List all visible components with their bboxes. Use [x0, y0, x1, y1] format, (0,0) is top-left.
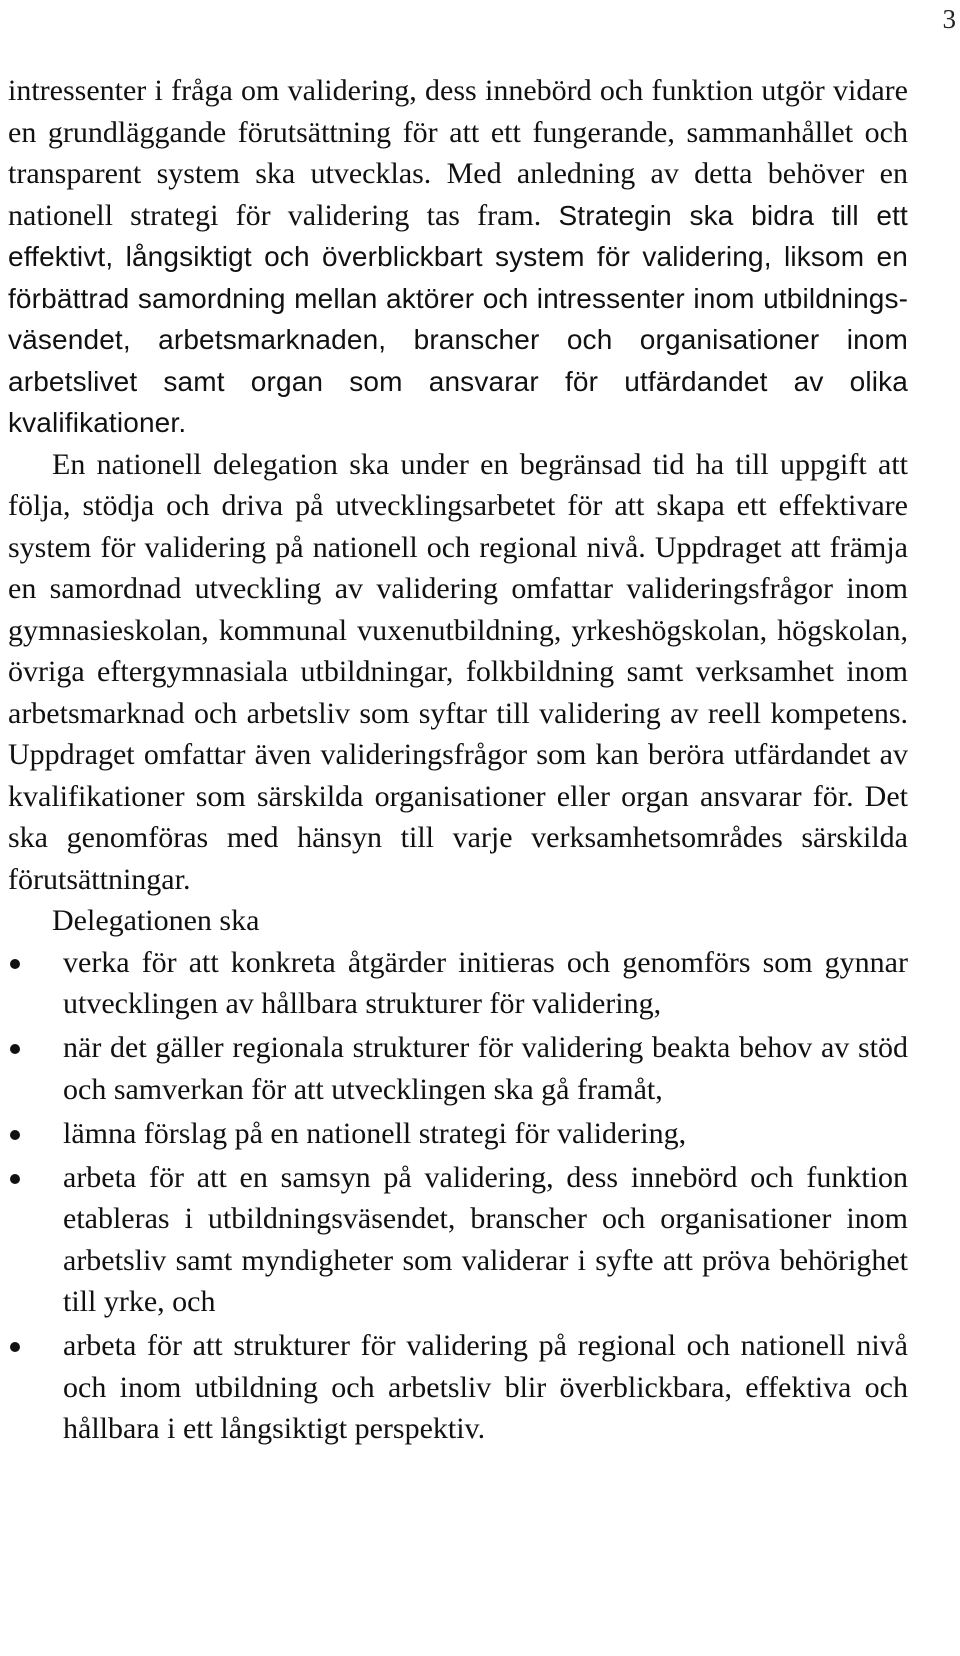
bullet-dot-icon [10, 1130, 20, 1140]
paragraph-delegation: En nationell delegation ska under en begränsad tid ha till uppgift att följa, stödja och driva på utvecklingsarbetet för att skapa ett effektivare system för validering på nationell och regional nivå. Uppdraget att främja en samordnad utveckling av validering omfattar valideringsfrågor inom gymnasieskolan, kommunal vuxenutbildning, yrkeshögskolan, högskolan, övriga eftergymnasiala utbildningar, folkbildning samt verksamhet inom arbetsmarknad och arbetsliv som syftar till validering av reell kompetens. Uppdraget omfattar även valideringsfrågor som kan beröra utfärdandet av kvalifikationer som särskilda organisationer eller organ ansvarar för. Det ska genomföras med hänsyn till varje verksamhetsområdes särskilda förutsättningar. [8, 447, 908, 896]
page-number: 3 [942, 4, 956, 34]
list-item [8, 1325, 908, 1450]
list-item [8, 1113, 908, 1155]
paragraph-strategy-sans-text: Strategin ska bidra till ett effektivt, långsiktigt och överblickbart system för validering, liksom en förbättrad samordning mellan aktörer och intressenter inom utbildningsväsendet, arbetsmarknaden, branscher och organisationer inom arbetslivet samt organ som ansvarar för utfärdandet av olika kvalifikationer. [8, 199, 908, 438]
delegation-task-list [8, 942, 908, 1450]
list-item-text: arbeta för att strukturer för validering på regional och nationell nivå och inom utbildning och arbetsliv blir överblickbara, effektiva och hållbara i ett långsiktigt perspektiv. [63, 1329, 908, 1445]
bullet-dot-icon [10, 959, 20, 969]
list-item [8, 942, 908, 1025]
bullet-dot-icon [10, 1342, 20, 1352]
bullet-dot-icon [10, 1174, 20, 1184]
list-intro: Delegationen ska [52, 904, 260, 937]
list-item [8, 1027, 908, 1110]
paragraph-strategy [8, 70, 908, 444]
list-item-text: verka för att konkreta åtgärder initieras och genomförs som gynnar utvecklingen av hållbara strukturer för validering, [63, 945, 908, 1020]
list-item [8, 1157, 908, 1323]
list-item-text: när det gäller regionala strukturer för validering beakta behov av stöd och samverkan för att utvecklingen ska gå framåt, [63, 1031, 908, 1106]
paragraph-strategy-serif-text: intressenter i fråga om validering, dess innebörd och funktion utgör vidare en grundläggande förutsättning för att ett fungerande, sammanhållet och transparent system ska utvecklas. Med anledning av detta behöver en nationell strategi för validering tas fram. [8, 74, 908, 232]
bullet-dot-icon [10, 1044, 20, 1054]
list-item-text: arbeta för att en samsyn på validering, dess innebörd och funktion etableras i utbildningsväsendet, branscher och organisationer inom arbetsliv samt myndigheter som validerar i syfte att pröva behörighet till yrke, och [63, 1160, 908, 1318]
list-item-text: lämna förslag på en nationell strategi för validering, [63, 1116, 687, 1150]
